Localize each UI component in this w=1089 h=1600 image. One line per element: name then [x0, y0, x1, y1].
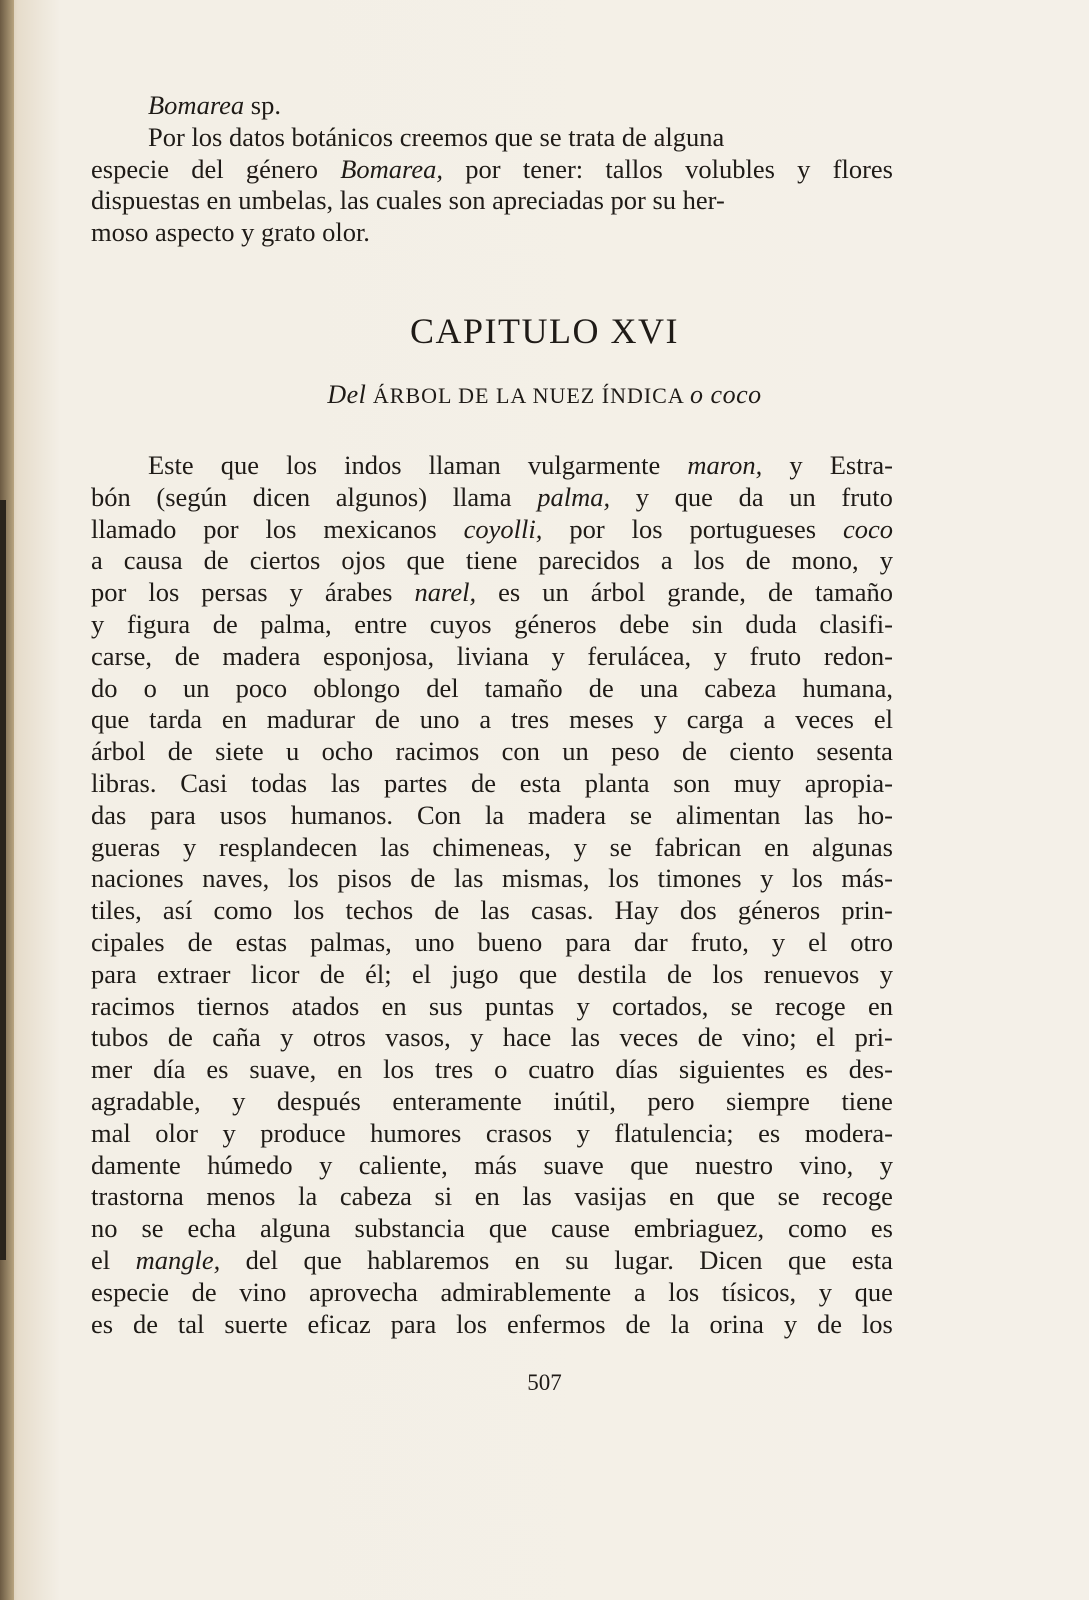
text-line: que tarda en madurar de uno a tres meses y carga a veces el	[91, 704, 893, 735]
text-line: y figura de palma, entre cuyos géneros debe sin duda clasifi-	[91, 608, 893, 639]
text-line: das para usos humanos. Con la madera se alimentan las ho-	[91, 799, 893, 830]
text-line: racimos tiernos atados en sus puntas y cortados, se recoge en	[91, 990, 893, 1021]
subtitle-caps: ÁRBOL DE LA NUEZ ÍNDICA	[366, 383, 691, 408]
bomarea-section	[91, 90, 893, 249]
text-line: mer día es suave, en los tres o cuatro días siguientes es des-	[91, 1054, 893, 1085]
chapter-title: CAPITULO XVI	[410, 311, 679, 351]
species-suffix: sp.	[244, 90, 281, 120]
text-line: naciones naves, los pisos de las mismas, los timones y los más-	[91, 863, 893, 894]
text-line: agradable, y después enteramente inútil, pero siempre tiene	[91, 1085, 893, 1116]
text-line: para extraer licor de él; el jugo que destila de los renuevos y	[91, 958, 893, 989]
text-line: no se echa alguna substancia que cause embriaguez, como es	[91, 1213, 893, 1244]
text-line: es de tal suerte eficaz para los enfermos de la orina y de los	[91, 1308, 893, 1339]
text-line: a causa de ciertos ojos que tiene parecidos a los de mono, y	[91, 545, 893, 576]
text-line: especie de vino aprovecha admirablemente a los tísicos, y que	[91, 1276, 893, 1307]
text-line: especie del género Bomarea, por tener: tallos volubles y flores	[91, 153, 893, 184]
text-line: cipales de estas palmas, uno bueno para dar fruto, y el otro	[91, 926, 893, 957]
subtitle-italic-del: Del	[327, 380, 367, 409]
text-line: tiles, así como los techos de las casas. Hay dos géneros prin-	[91, 895, 893, 926]
text-line: el mangle, del que hablaremos en su lugar. Dicen que esta	[91, 1244, 893, 1275]
text-line: tubos de caña y otros vasos, y hace las veces de vino; el pri-	[91, 1022, 893, 1053]
text-line: do o un poco oblongo del tamaño de una cabeza humana,	[91, 672, 893, 703]
text-line: damente húmedo y caliente, más suave que nuestro vino, y	[91, 1149, 893, 1180]
text-line: por los persas y árabes narel, es un árbol grande, de tamaño	[91, 577, 893, 608]
text-line: moso aspecto y grato olor.	[91, 217, 370, 248]
text-line: carse, de madera esponjosa, liviana y ferulácea, y fruto redon-	[91, 640, 893, 671]
species-name: Bomarea	[148, 90, 245, 120]
text-line: trastorna menos la cabeza si en las vasijas en que se recoge	[91, 1181, 893, 1212]
chapter-body	[91, 450, 893, 1340]
subtitle-italic-coco: o coco	[690, 380, 762, 409]
text-line: mal olor y produce humores crasos y flatulencia; es modera-	[91, 1117, 893, 1148]
text-line: libras. Casi todas las partes de esta planta son muy apropia-	[91, 767, 893, 798]
book-binding-shadow	[0, 500, 6, 1260]
text-line: gueras y resplandecen las chimeneas, y se fabrican en algunas	[91, 831, 893, 862]
page-number: 507	[527, 1370, 562, 1395]
text-line: llamado por los mexicanos coyolli, por los portugueses coco	[91, 513, 893, 544]
text-line: dispuestas en umbelas, las cuales son apreciadas por su her-	[91, 185, 725, 216]
text-line: árbol de siete u ocho racimos con un peso de ciento sesenta	[91, 736, 893, 767]
text-line: Este que los indos llaman vulgarmente maron, y Estra-	[148, 450, 893, 480]
text-line: Por los datos botánicos creemos que se trata de alguna	[148, 121, 725, 152]
chapter-subtitle	[0, 380, 1089, 410]
text-line: bón (según dicen algunos) llama palma, y que da un fruto	[91, 481, 893, 512]
species-heading	[91, 90, 893, 122]
